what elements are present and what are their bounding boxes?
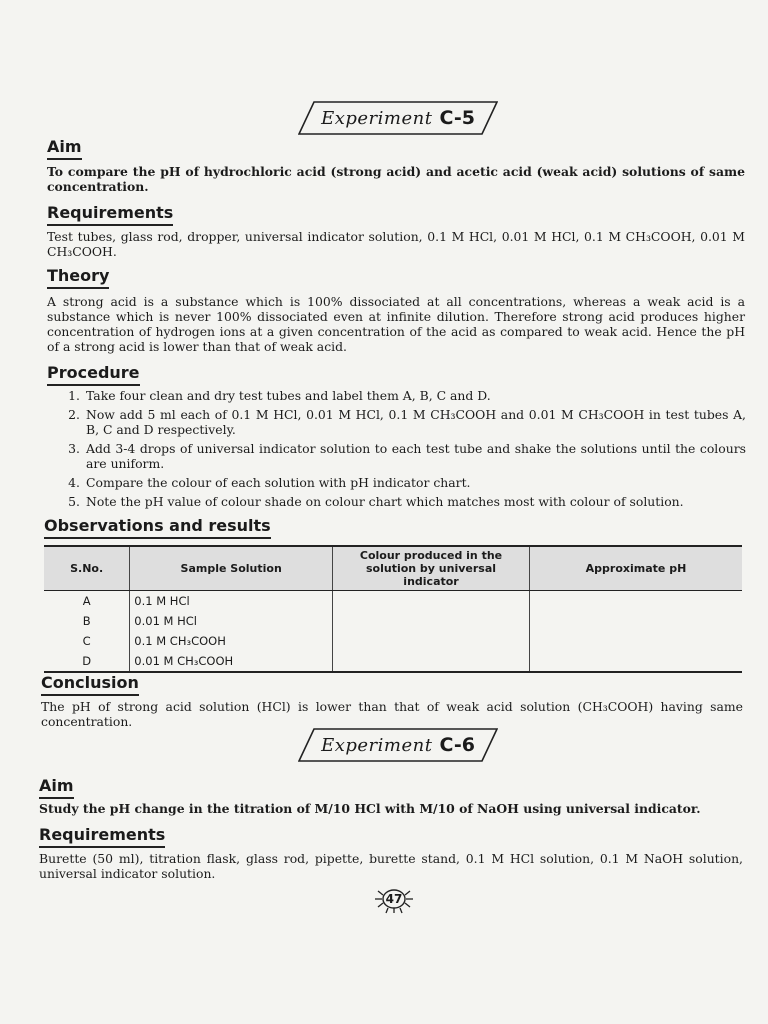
table-header-row (44, 546, 742, 591)
theory-text: A strong acid is a substance which is 100% dissociated at all concentrations, whereas a weak acid is a substance which is never 100% dissociated even at infinite dilution. Therefore strong acid produces higher concentration of hydrogen ions at a given concentration of the acid as compared to weak acid. Hence the pH of a strong acid is lower than that of weak acid. (47, 294, 745, 354)
cell-ph (529, 611, 742, 631)
experiment-c6-banner (298, 728, 498, 762)
experiment-code: C-5 (439, 107, 475, 129)
requirements-heading-c6: Requirements (39, 825, 165, 848)
cell-sample: 0.01 M HCl (130, 611, 333, 631)
column-header-ph: Approximate pH (529, 546, 742, 591)
procedure-step: 1. Take four clean and dry test tubes and label them A, B, C and D. (68, 388, 491, 403)
aim-heading-c6: Aim (39, 776, 74, 799)
cell-sno: A (44, 591, 130, 612)
cell-sample: 0.1 M CH₃COOH (130, 631, 333, 651)
conclusion-text: The pH of strong acid solution (HCl) is lower than that of weak acid solution (CH₃COOH) having same concentration. (41, 699, 743, 729)
observations-table (44, 545, 742, 673)
page-number-badge (372, 888, 416, 914)
procedure-step: 3. Add 3-4 drops of universal indicator solution to each test tube and shake the solutions until the colours are uniform. (68, 441, 746, 471)
aim-text: To compare the pH of hydrochloric acid (strong acid) and acetic acid (weak acid) solutions of same concentration. (47, 164, 745, 194)
conclusion-heading: Conclusion (41, 673, 139, 696)
cell-colour (333, 611, 530, 631)
experiment-code: C-6 (439, 734, 475, 756)
procedure-list (56, 388, 746, 513)
column-header-sno: S.No. (44, 546, 130, 591)
table-row (44, 631, 742, 651)
aim-text-c6: Study the pH change in the titration of M/10 HCl with M/10 of NaOH using universal indicator. (39, 801, 701, 816)
table-row (44, 611, 742, 631)
cell-ph (529, 631, 742, 651)
cell-sno: D (44, 651, 130, 672)
page-number: 47 (385, 892, 403, 906)
experiment-label: Experiment (321, 107, 433, 129)
procedure-step: 4. Compare the colour of each solution with pH indicator chart. (68, 475, 471, 490)
procedure-heading: Procedure (47, 363, 140, 386)
experiment-label: Experiment (321, 734, 433, 756)
column-header-colour: Colour produced in the solution by universal indicator (333, 546, 530, 591)
cell-colour (333, 651, 530, 672)
cell-ph (529, 591, 742, 612)
cell-colour (333, 591, 530, 612)
cell-colour (333, 631, 530, 651)
cell-sno: C (44, 631, 130, 651)
requirements-text-c6: Burette (50 ml), titration flask, glass rod, pipette, burette stand, 0.1 M HCl solution, 0.1 M NaOH solution, universal indicator solution. (39, 851, 743, 881)
procedure-step: 5. Note the pH value of colour shade on colour chart which matches most with colour of solution. (68, 494, 684, 509)
cell-ph (529, 651, 742, 672)
theory-heading: Theory (47, 266, 109, 289)
requirements-heading: Requirements (47, 203, 173, 226)
procedure-step: 2. Now add 5 ml each of 0.1 M HCl, 0.01 M HCl, 0.1 M CH₃COOH and 0.01 M CH₃COOH in test tubes A, B, C and D respectively. (68, 407, 746, 437)
cell-sample: 0.01 M CH₃COOH (130, 651, 333, 672)
column-header-sample: Sample Solution (130, 546, 333, 591)
experiment-c5-banner (298, 101, 498, 135)
table-row (44, 591, 742, 612)
requirements-text: Test tubes, glass rod, dropper, universal indicator solution, 0.1 M HCl, 0.01 M HCl, 0.1 M CH₃COOH, 0.01 M CH₃COOH. (47, 229, 745, 259)
table-row (44, 651, 742, 672)
cell-sample: 0.1 M HCl (130, 591, 333, 612)
cell-sno: B (44, 611, 130, 631)
observations-heading: Observations and results (44, 516, 271, 539)
aim-heading: Aim (47, 137, 82, 160)
